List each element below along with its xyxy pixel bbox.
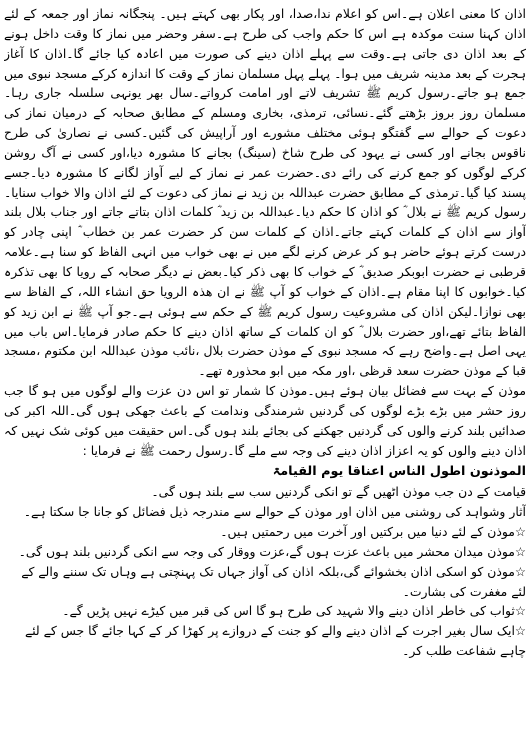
hadith-translation: قیامت کے دن جب موذن اٹھیں گے تو انکی گردنیں سب سے بلند ہوں گی۔	[151, 484, 526, 500]
document-page	[4, 4, 526, 741]
list-item: ☆ایک سال بغیر اجرت کے اذان دینے والے کو جنت کے دروازے پر کھڑا کر کے کہا جائے گا جس کے لئے چاہے شفاعت طلب کر۔	[24, 623, 526, 659]
list-item: ☆موذن کے لئے دنیا میں برکتیں اور آخرت میں رحمتیں ہیں۔	[220, 524, 526, 540]
benefits-list	[4, 522, 526, 661]
list-item: ☆موذن کو اسکی اذان بخشوائے گی،بلکہ اذان کی آواز جہاں تک پہنچتی ہے وہاں تک سننے والے کے لئے مغفرت کی بشارت۔	[21, 563, 526, 599]
paragraph-muazzin-virtues: موذن کے بہت سے فضائل بیان ہوئے ہیں۔موذن کا شمار تو اس دن عزت والے لوگوں میں ہو گا جب روز حشر میں بڑے بڑے لوگوں کی گردنیں شرمندگی وندامت کے باعث جھکی ہوں گی۔اللہ اکبر کی صدائیں بلند کرنے والوں کی گردنیں جھکنے کی بجائے بلند ہوں گی۔اس حقیقت میں کوئی شک نہیں کہ اذان دینے والوں کو یہ اعزاز اذان دینے کی وجہ سے ملے گا۔رسول رحمت ﷺ نے فرمایا :	[4, 383, 526, 458]
hadith-heading: الموذنون اطول الناس اعناقا یوم القیامۃ	[272, 464, 526, 480]
benefits-intro: آثار وشواہد کی روشنی میں اذان اور موذن کے حوالے سے مندرجہ ذیل فضائل کو جانا جا سکتا ہے۔	[23, 504, 526, 520]
list-item: ☆موذن میدان محشر میں باعث عزت ہوں گے،عزت ووقار کی وجہ سے انکی گردنیں بلند ہوں گی۔	[18, 543, 526, 559]
paragraph-azan-history: اذان کا معنی اعلان ہے۔اس کو اعلام ندا،صدا، اور پکار بھی کہتے ہیں۔ پنجگانہ نماز اور جمعہ کے لئے اذان کہنا سنت موکدہ ہے اس کا حکم واجب کی طرح ہے۔سفر وحضر میں نماز کا وقت داخل ہونے کے بعد اذان دی جاتی ہے۔وقت سے پہلے اذان دینے کی صورت میں اعادہ کیا جائے گا۔اذان کا آغاز ہجرت کے بعد مدینہ شریف میں ہوا۔ پہلے پہل مسلمان نماز کے وقت کا اندازہ کرکے مسجد نبوی میں جمع ہو جاتے۔رسول کریم ﷺ تشریف لاتے اور امامت کرواتے۔سال بھر یونہی سلسلہ جاری رہا۔مسلمان روز بروز بڑھتے گئے۔نسائی، ترمذی، بخاری ومسلم کے مطابق صحابہ کے درمیان نماز کی دعوت کے حوالے سے گفتگو ہوئی مختلف مشورے اور آراپیش کی گئیں۔کسی نے نصاریٰ کی طرح ناقوس بجانے اور کسی نے یہود کی طرح شاخ (سینگ) بجانے کا مشورہ دیا،اور کسی نے آگ روشن کرکے لوگوں کو جمع کرنے کی رائے دی۔حضرت عمر نے نماز کے لیے آواز لگانے کا مشورہ دیا۔جسے پسند کیا گیا۔ترمذی کے مطابق حضرت عبداللہ بن زید نے نماز کی دعوت کے لئے اذان والا خواب سنایا۔رسول کریم ﷺ نے بلال ؓ کو اذان کا حکم دیا۔عبداللہ بن زید ؓ کلمات اذان بتاتے جاتے اور جناب بلال بلند آواز سے اذان کے کلمات کہتے جاتے۔اذان کے کلمات سن کر حضرت عمر بن خطاب ؓ اپنی چادر کو درست کرتے ہوئے حاضر ہو کر عرض کرنے لگے میں نے بھی خواب میں انہی الفاظ کو سنا ہے۔علامہ قرطبی نے حضرت ابوبکر صدیق ؓ کے خواب کا بھی ذکر کیا۔بعض نے دیگر صحابہ کے رویا کا بھی تذکرہ کیا۔خوابوں کا اپنا مقام ہے۔اذان کے خواب کو آپ ﷺ نے ان ھذہ الرویا حق انشاء اللہ، کے الفاظ سے بھی نوازا۔لیکن اذان کی مشروعیت رسول کریم ﷺ کے حکم سے ہوئی ہے۔جو آپ ﷺ نے ابن زید کو الفاظ بتائے تھے،اور حضرت بلال ؓ کو ان کلمات کے ساتھ اذان دینے کا حکم صادر فرمایا۔اس باب میں یہی اصل ہے۔واضح رہے کہ مسجد نبوی کے موذن حضرت بلال ،نائب موذن عبداللہ ابن مکتوم ،مسجد قبا کے موذن حضرت سعد قرظی ،اور مکہ میں ابو محذورہ تھے۔	[4, 6, 526, 379]
list-item: ☆ثواب کی خاطر اذان دینے والا شہید کی طرح ہو گا اس کی قبر میں کیڑے نہیں پڑیں گے۔	[62, 603, 526, 619]
